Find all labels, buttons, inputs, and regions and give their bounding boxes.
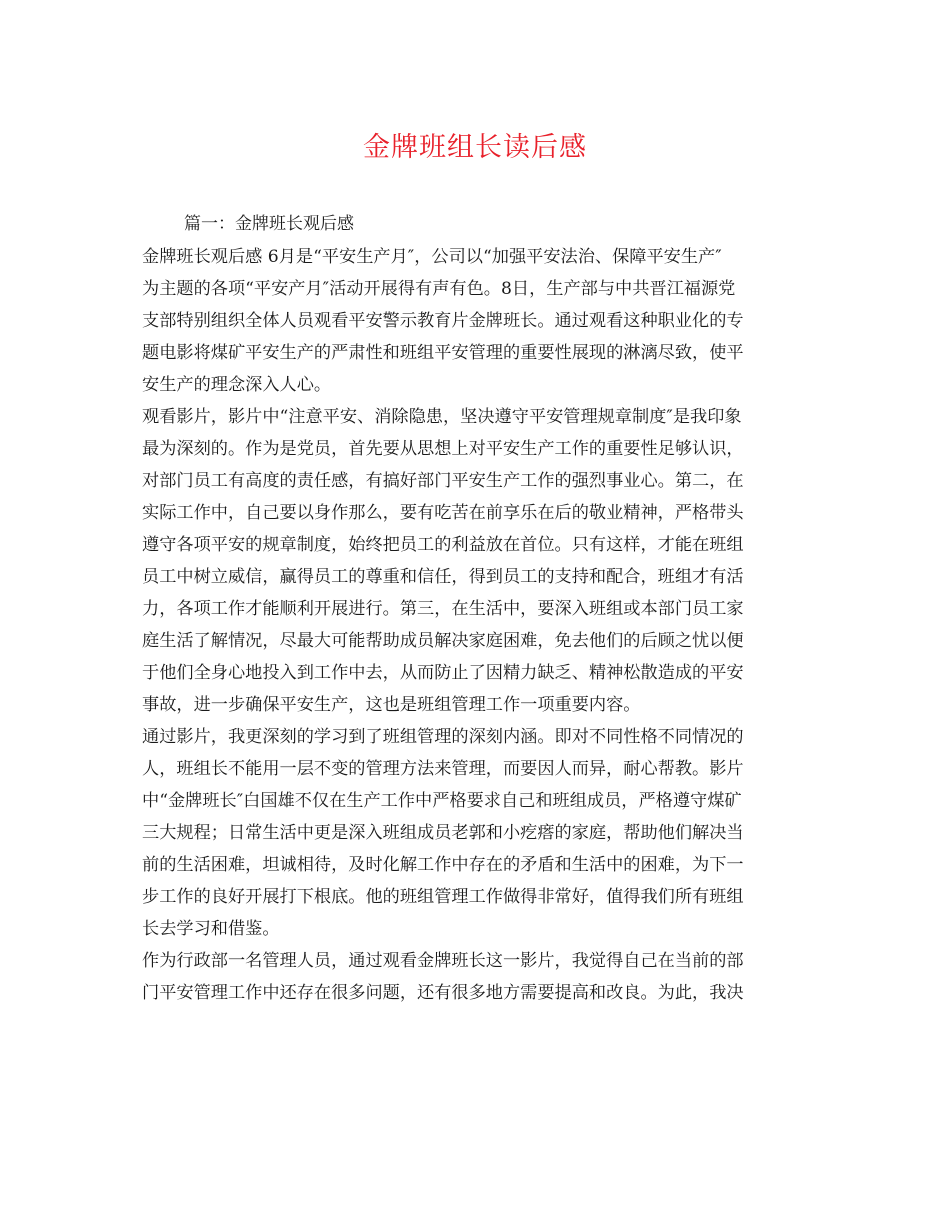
body-line: 金牌班长观后感 6月是“平安生产月″，公司以“加强平安法治、保障平安生产″	[142, 247, 722, 267]
body-line: 步工作的良好开展打下根底。他的班组管理工作做得非常好，值得我们所有班组	[142, 887, 744, 907]
body-line: 前的生活困难，坦诚相待，及时化解工作中存在的矛盾和生活中的困难，为下一	[142, 855, 744, 875]
body-line: 事故，进一步确保平安生产，这也是班组管理工作一项重要内容。	[142, 695, 641, 715]
body-line: 安生产的理念深入人心。	[142, 375, 332, 395]
body-line: 于他们全身心地投入到工作中去，从而防止了因精力缺乏、精神松散造成的平安	[142, 663, 744, 683]
body-line: 人，班组长不能用一层不变的管理方法来管理，而要因人而异，耐心帮教。影片	[142, 759, 744, 779]
document-body	[142, 241, 822, 1009]
body-line: 支部特别组织全体人员观看平安警示教育片金牌班长。通过观看这种职业化的专	[142, 311, 744, 331]
body-line: 遵守各项平安的规章制度，始终把员工的利益放在首位。只有这样，才能在班组	[142, 535, 744, 555]
body-line: 为主题的各项“平安产月″活动开展得有声有色。8日，生产部与中共晋江福源党	[142, 279, 736, 299]
section-heading: 篇一：金牌班长观后感	[184, 214, 354, 234]
body-line: 中“金牌班长″白国雄不仅在生产工作中严格要求自己和班组成员，严格遵守煤矿	[142, 791, 742, 811]
body-line: 观看影片，影片中“注意平安、消除隐患，坚决遵守平安管理规章制度″是我印象	[142, 407, 742, 427]
body-line: 员工中树立威信，赢得员工的尊重和信任，得到员工的支持和配合，班组才有活	[142, 567, 744, 587]
body-line: 通过影片，我更深刻的学习到了班组管理的深刻内涵。即对不同性格不同情况的	[142, 727, 744, 747]
body-line: 庭生活了解情况，尽最大可能帮助成员解决家庭困难，免去他们的后顾之忧以便	[142, 631, 744, 651]
body-line: 力，各项工作才能顺利开展进行。第三，在生活中，要深入班组或本部门员工家	[142, 599, 744, 619]
body-line: 长去学习和借鉴。	[142, 919, 280, 939]
body-line: 门平安管理工作中还存在很多问题，还有很多地方需要提高和改良。为此，我决	[142, 983, 744, 1003]
body-line: 对部门员工有高度的责任感，有搞好部门平安生产工作的强烈事业心。第二，在	[142, 471, 744, 491]
body-line: 题电影将煤矿平安生产的严肃性和班组平安管理的重要性展现的淋漓尽致，使平	[142, 343, 744, 363]
document-title: 金牌班组长读后感	[363, 132, 587, 163]
body-line: 作为行政部一名管理人员，通过观看金牌班长这一影片，我觉得自己在当前的部	[142, 951, 744, 971]
body-line: 最为深刻的。作为是党员，首先要从思想上对平安生产工作的重要性足够认识，	[142, 439, 744, 459]
body-line: 三大规程；日常生活中更是深入班组成员老郭和小疙瘩的家庭，帮助他们解决当	[142, 823, 744, 843]
body-line: 实际工作中，自己要以身作那么，要有吃苦在前享乐在后的敬业精神，严格带头	[142, 503, 744, 523]
